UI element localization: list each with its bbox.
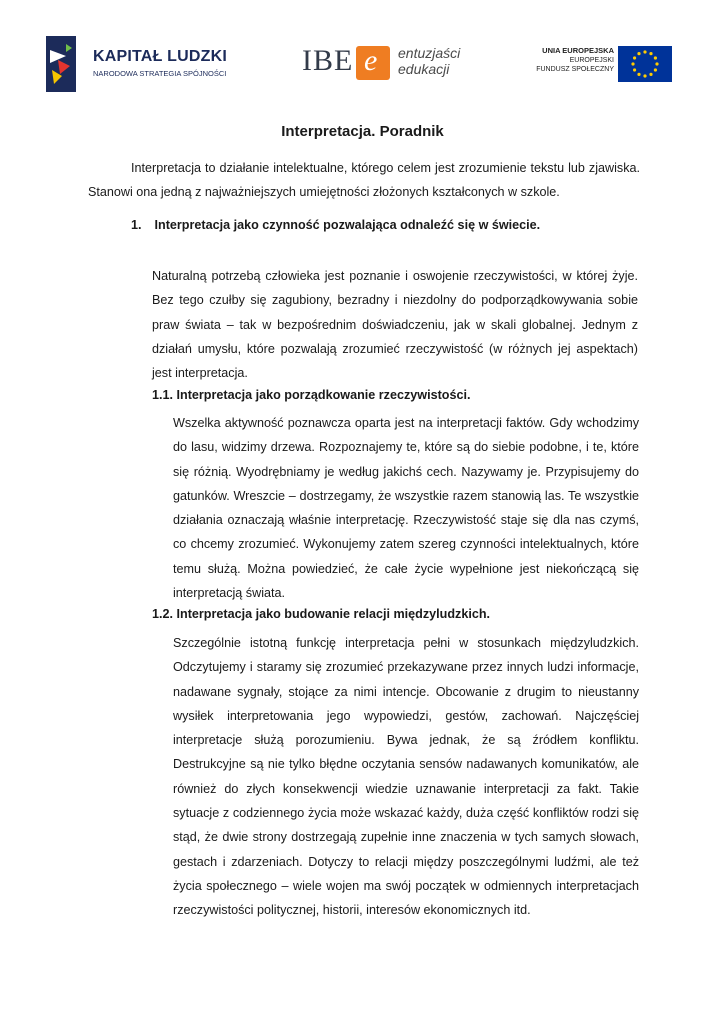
eu-fund-logo [520,46,672,86]
header-logos [0,34,725,96]
section-1-title: Interpretacja jako czynność pozwalająca odnaleźć się w świecie. [154,218,541,232]
ibe-logo [302,44,472,88]
ibe-slogan [398,45,460,77]
section-1-2-paragraph: Szczególnie istotną funkcję interpretacja pełni w stosunkach międzyludzkich. Odczytujemy i staramy się zrozumieć przekazywane przez innych ludzi informacje, nadawane sygnały, stojące za nimi intencje. Obcowanie z drugim to nieustanny wysiłek interpretowania jego wypowiedzi, gestów, zachowań. Najczęściej interpretacje służą porozumieniu. Bywa jednak, że są źródłem konfliktu. Destrukcyjne są nie tylko błędne oczytania sensów nadawanych komunikatów, ale również do złych konsekwencji wiedzie uznawanie interpretacji za fakt. Takie sytuacje z codziennego życia może wskazać każdy, duża część konfliktów rodzi się stąd, że dwie strony dostrzegają zupełnie inne znaczenia w tych samych słowach, gestach i zdarzeniach. Dotyczy to relacji między poszczególnymi ludźmi, ale też życia społecznego – wiele wojen ma swój początek w odmiennych interpretacjach rzeczywistości politycznej, historii, interesów ekonomicznych itd. [173,636,639,918]
eu-line2: EUROPEJSKI [569,57,614,64]
eu-stars-icon [618,46,672,82]
document-title: Interpretacja. Poradnik [281,123,444,140]
section-1-2-title: Interpretacja jako budowanie relacji międzyludzkich. [176,607,491,621]
section-1-1-heading [152,388,470,402]
section-1-heading [131,218,540,232]
ibe-slogan-line1: entuzjaści [398,45,461,61]
eu-line3: FUNDUSZ SPOŁECZNY [536,66,614,73]
intro-paragraph: Interpretacja to działanie intelektualne, którego celem jest zrozumienie tekstu lub zjawiska. Stanowi ona jedną z najważniejszych umiejętności złożonych kształconych w szkole. [88,161,640,200]
kapital-ludzki-logo [46,34,236,96]
eu-line1: UNIA EUROPEJSKA [542,46,614,55]
ibe-badge-letter: e [364,44,378,77]
ibe-slogan-line2: edukacji [398,61,450,77]
section-1-2-number: 1.2. [152,607,174,621]
section-1-paragraph: Naturalną potrzebą człowieka jest poznanie i oswojenie rzeczywistości, w której żyje. Bez tego czułby się zagubiony, bezradny i niezdolny do podporządkowywania sobie praw świata – tak w bezpośrednim doświadczeniu, jak w skali globalnej. Jednym z działań umysłu, które pozwalają zrozumieć rzeczywistość (w różnych jej aspektach) jest interpretacja. [152,269,638,381]
eu-flag-icon [618,46,672,82]
section-1-2-heading [152,607,490,621]
section-1-1-title: Interpretacja jako porządkowanie rzeczywistości. [176,388,471,402]
kapital-ludzki-emblem-icon [46,36,88,92]
ibe-brand: IBE [302,44,354,77]
section-1-number: 1. [131,218,142,232]
section-1-1-number: 1.1. [152,388,174,402]
kapital-ludzki-subtitle: NARODOWA STRATEGIA SPÓJNOŚCI [93,69,227,78]
kapital-ludzki-title: KAPITAŁ LUDZKI [93,48,228,65]
ibe-badge-icon [356,46,390,80]
eu-fund-text [536,46,614,74]
section-1-1-paragraph: Wszelka aktywność poznawcza oparta jest na interpretacji faktów. Gdy wchodzimy do lasu, widzimy drzewa. Rozpoznajemy te, które są do siebie podobne, i te, które się różnią. Wyodrębniamy je według jakichś cech. Nazywamy je. Przypisujemy do gatunków. Wreszcie – dostrzegamy, że wszystkie razem stanowią las. Te wszystkie działania oznaczają właśnie interpretację. Rzeczywistość staje się dla nas czymś, co chcemy zrozumieć. Wykonujemy zatem szereg czynności intelektualnych, które temu służą. Można powiedzieć, że całe życie wypełnione jest niekończącą się interpretacją świata. [173,416,639,601]
